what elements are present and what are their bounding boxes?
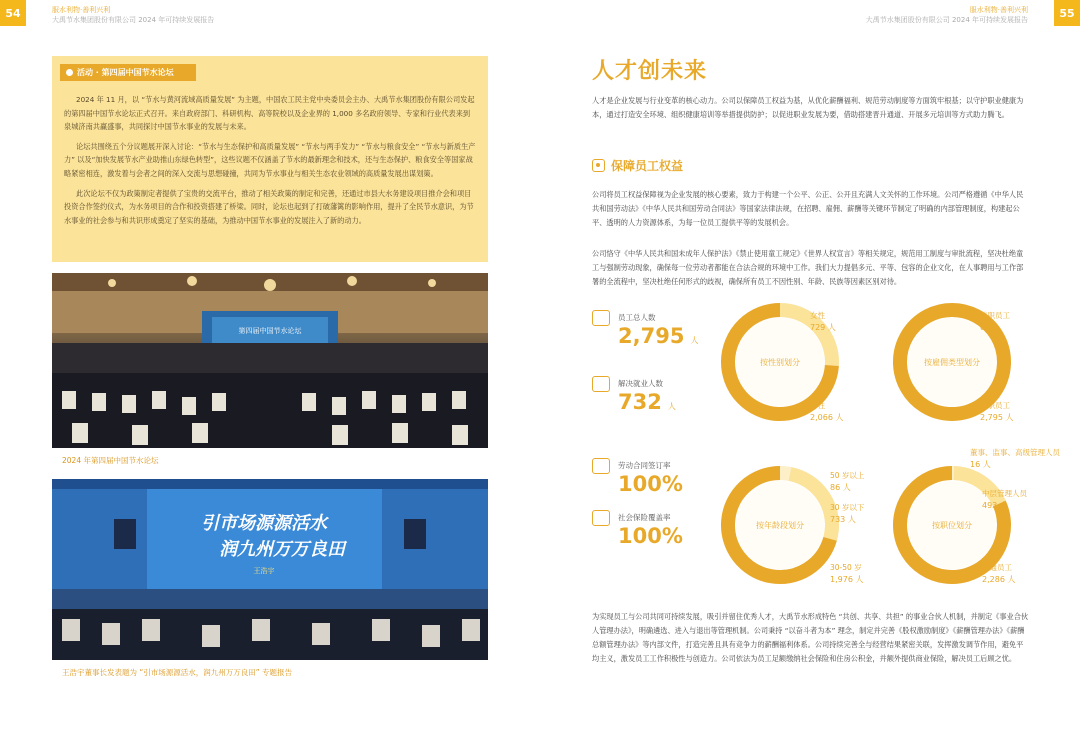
page-title: 人才创未来 xyxy=(592,59,708,84)
stat-unit: 人 xyxy=(690,336,699,345)
hall-scene-icon xyxy=(52,273,488,448)
photo-caption-2: 王浩宇董事长发表题为 “引市场源源活水，润九州万万良田” 专题报告 xyxy=(62,668,293,677)
forum-hall-photo xyxy=(52,273,488,448)
right-header xyxy=(866,5,1028,25)
donut-value-label: 2,066 人 xyxy=(810,413,844,422)
donut-category-label: 中层管理人员 xyxy=(982,489,1027,498)
stat-value xyxy=(618,524,689,548)
donut-title: 按性别划分 xyxy=(760,358,800,367)
donut-category-label: 30-50 岁 xyxy=(830,563,862,572)
donut-title: 按年龄段划分 xyxy=(756,521,804,530)
stat-number: 100% xyxy=(618,524,683,548)
bullet-icon xyxy=(66,69,73,76)
stat-value xyxy=(618,324,698,348)
stat-label: 社会保险覆盖率 xyxy=(618,513,671,522)
stat-unit: 人 xyxy=(667,402,676,411)
left-page-number: 54 xyxy=(0,0,26,26)
stage-scene-icon xyxy=(52,479,488,660)
right-report-label: 大禹节水集团股份有限公司 2024 年可持续发展报告 xyxy=(865,16,1028,24)
screen-title-text: 第四届中国节水论坛 xyxy=(238,327,302,335)
donut-value-label: 86 人 xyxy=(830,483,851,492)
box-paragraph-1: 2024 年 11 月，以 “节水与黄河流域高质量发展” 为主题，中国农工民主党中央委员会主办、大禹节水集团股份有限公司发起的第四届中国节水论坛正式召开。来自政府部门、科研机构、高等院校以及企业界的 1,000 多名政府领导、专家和行业代表来到泉城济南共赢盛事，共同探讨中国节水事业的发展与未来。 xyxy=(64,95,475,132)
left-report-label: 大禹节水集团股份有限公司 2024 年可持续发展报告 xyxy=(52,16,215,24)
section-title: 保障员工权益 xyxy=(611,159,684,173)
employee-donut-charts xyxy=(720,300,1060,600)
speaker-name-text: 王浩宇 xyxy=(253,567,275,575)
intro-paragraph: 人才是企业发展与行业变革的核心动力。公司以保障员工权益为基，从优化薪酬福利、规范劳动制度等方面筑牢根基；以守护职业健康为本，通过打造安全环境、组织健康培训等举措提供防护；以促进职业发展为要，借助搭建晋升通道、开展多元培训等方式助力腾飞。 xyxy=(592,96,1024,119)
box-title-text: 活动 · 第四届中国节水论坛 xyxy=(77,68,174,77)
people-icon xyxy=(592,310,610,326)
stage-slogan-line-2: 润九州万万良田 xyxy=(219,539,345,560)
rights-paragraph: 公司将员工权益保障视为企业发展的核心要素，致力于构建一个公平、公正、公开且充满人文关怀的工作环境。公司严格遵循《中华人民共和国劳动法》《中华人民共和国劳动合同法》等国家法律法规，在招聘、雇佣、薪酬等关键环节制定了明确的内部管理制度，构建起公平、透明的人力资源体系，为每一位员工提供平等的发展机会。 xyxy=(592,190,1024,227)
stat-label: 员工总人数 xyxy=(618,313,656,322)
donut-category-label: 董事、监事、高级管理人员 xyxy=(970,448,1060,457)
donut-title: 按职位划分 xyxy=(932,521,972,530)
photo-caption-1: 2024 年第四届中国节水论坛 xyxy=(62,456,159,465)
stat-label: 解决就业人数 xyxy=(618,379,663,388)
donut-value-label: 2,795 人 xyxy=(980,413,1014,422)
donut-category-label: 男性 xyxy=(810,401,825,410)
right-page-number: 55 xyxy=(1054,0,1080,26)
incentive-paragraph: 为实现员工与公司共同可持续发展，吸引并留住优秀人才，大禹节水形成特色 “共创、共享、共担” 的事业合伙人机制，并制定《事业合伙人管理办法》，明确遴选、进入与退出等管理机制。公司秉持 “以奋斗者为本” 理念，制定并完善《股权激励制度》《薪酬管理办法》《薪酬总额管理办法》等内部文件，打造完善且具有竞争力的薪酬福利体系。公司持续完善全与经营结果紧密关联，发挥激发调节作用，避免平均主义，激发员工工作积极性与创造力。公司依法为员工足额缴纳社会保险和住房公积金，并额外提供商业保险，解决员工后顾之忧。 xyxy=(592,612,1029,663)
shield-icon xyxy=(592,159,605,172)
right-section-label: 服水利物·善利兴利 xyxy=(969,6,1028,14)
donut-category-label: 30 岁以下 xyxy=(830,503,865,512)
keynote-stage-photo xyxy=(52,479,488,660)
donut-category-label: 全职员工 xyxy=(980,401,1010,410)
donut-value-label: 16 人 xyxy=(970,460,991,469)
stat-value xyxy=(618,390,676,414)
stat-value xyxy=(618,472,689,496)
donut-value-label: 493 人 xyxy=(982,501,1008,510)
donut-value-label: 733 人 xyxy=(830,515,856,524)
person-icon xyxy=(592,376,610,392)
box-paragraph-2: 论坛共围绕五个分议题展开深入讨论：“节水与生态保护和高质量发展” “节水与两手发力” “节水与粮食安全” “节水与新质生产力” 以及“加快发展节水产业助推山东绿色转型”，这些议题不仅涵盖了节水的最新理念和技术，还与生态保护、粮食安全等国家战略紧密相连，激发着与会者之间的深入交流与思想碰撞，共同为节水事业与相关生态农业领域的高质量发展出谋划策。 xyxy=(64,141,476,178)
donut-value-label: 1,976 人 xyxy=(830,575,864,584)
stage-slogan-line-1: 引市场源源活水 xyxy=(201,513,327,534)
left-header xyxy=(52,5,214,25)
stat-label: 劳动合同签订率 xyxy=(618,461,671,470)
donut-value-label: 0 人 xyxy=(980,323,996,332)
compliance-paragraph: 公司恪守《中华人民共和国未成年人保护法》《禁止使用童工规定》《世界人权宣言》等相关规定，规范用工制度与审批流程，坚决杜绝童工与强制劳动现象，确保每一位劳动者都能在合法合规的环境中工作。我们大力提倡多元、平等、包容的企业文化，在人事聘用与工作部署的全流程中，坚决杜绝任何形式的歧视，确保所有员工不因性别、年龄、民族等因素区别对待。 xyxy=(592,249,1024,286)
forum-highlight-box xyxy=(52,56,488,262)
donut-title: 按雇佣类型划分 xyxy=(924,358,980,367)
stat-number: 100% xyxy=(618,472,683,496)
left-section-label: 服水利物·善利兴利 xyxy=(52,6,111,14)
box-paragraph-3: 此次论坛不仅为政策制定者提供了宝贵的交流平台，推动了相关政策的制定和完善，还通过市县大水务建设项目推介会和项目投资合作签约仪式，为水务项目的合作和投资搭建了桥梁。同时，论坛也起到了打破藩篱的影响作用，提升了全民节水意识，为节水事业的社会参与和共识形成奠定了坚实的基础，为推动中国节水事业的发展注入了新的动力。 xyxy=(64,188,474,225)
stat-number: 2,795 xyxy=(618,324,685,348)
section-heading xyxy=(592,157,683,174)
chart-icon xyxy=(592,458,610,474)
donut-category-label: 普通员工 xyxy=(982,563,1012,572)
document-icon xyxy=(592,510,610,526)
stat-number: 732 xyxy=(618,390,662,414)
donut-value-label: 2,286 人 xyxy=(982,575,1016,584)
donut-value-label: 729 人 xyxy=(810,323,836,332)
donut-category-label: 兼职员工 xyxy=(980,311,1010,320)
box-title xyxy=(60,64,196,81)
donut-category-label: 50 岁以上 xyxy=(830,471,865,480)
donut-slice xyxy=(780,473,790,474)
donut-category-label: 女性 xyxy=(810,311,825,320)
